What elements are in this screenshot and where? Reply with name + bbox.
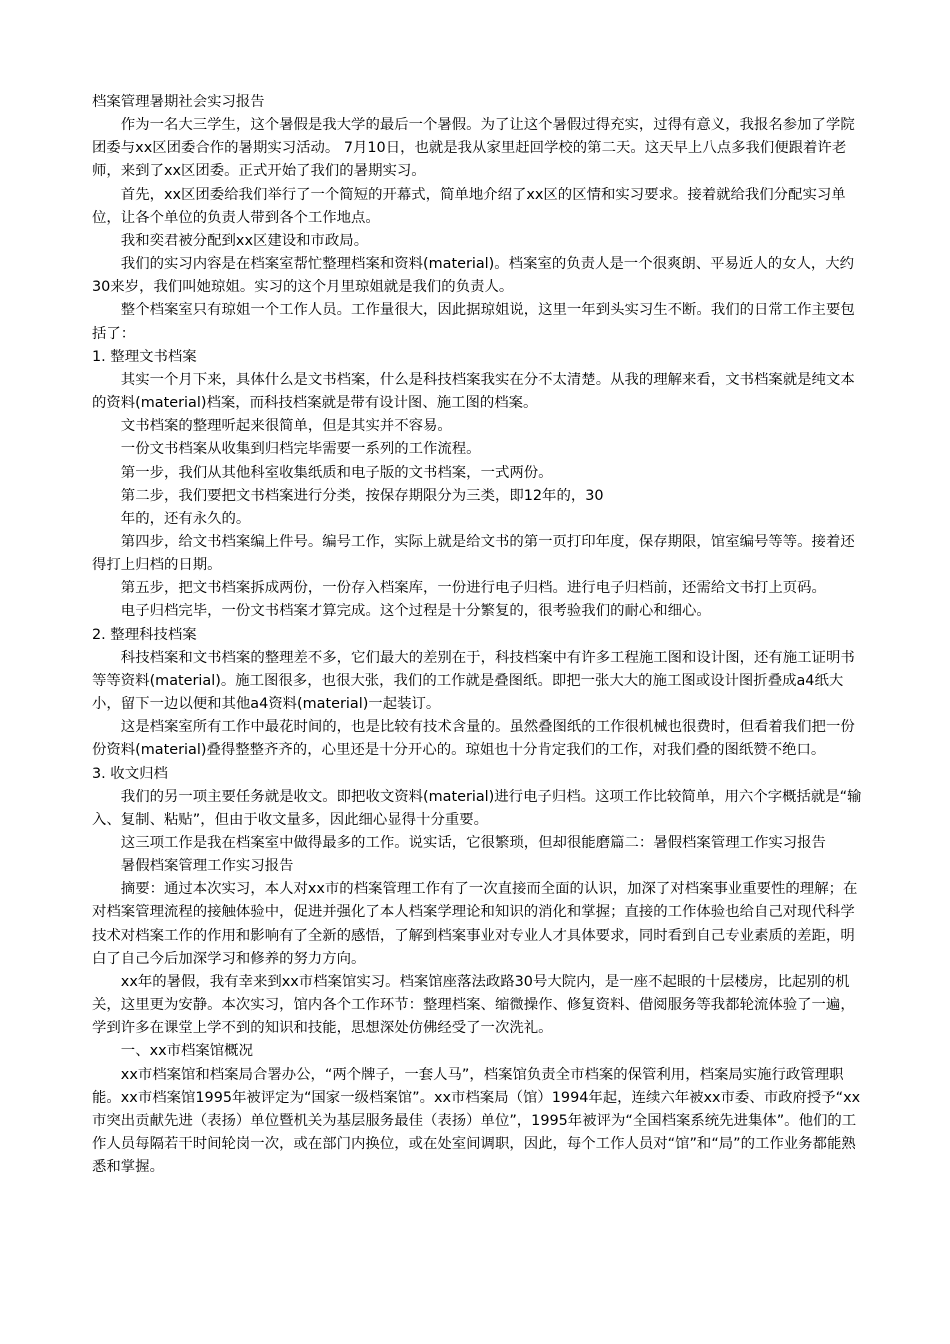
body-paragraph: 这三项工作是我在档案室中做得最多的工作。说实话，它很繁琐，但却很能磨篇二：暑假档案管理工作实习报告: [120, 835, 826, 851]
body-paragraph: 我们的实习内容是在档案室帮忙整理档案和资料(material)。档案室的负责人是一个很爽朗、平易近人的女人，大约30来岁，我们叫她琼姐。实习的这个月里琼姐就是我们的负责人。: [92, 256, 855, 296]
body-paragraph: xx市档案馆和档案局合署办公，“两个牌子，一套人马”，档案馆负责全市档案的保管利用，档案局实施行政管理职能。xx市档案馆1995年被评定为“国家一级档案馆”。xx市档案局（馆）1994年起，连续六年被xx市委、市政府授予“xx市突出贡献先进（表扬）单位暨机关为基层服务最佳（表扬）单位”，1995年被评为“全国档案系统先进集体”。他们的工作人员每隔若干时间轮岗一次，或在部门内换位，或在处室间调职，因此，每个工作人员对“馆”和“局”的工作业务都能熟悉和掌握。: [92, 1066, 861, 1176]
body-paragraph: 一、xx市档案馆概况: [120, 1043, 253, 1060]
section-heading: 2. 整理科技档案: [92, 626, 197, 643]
body-paragraph: 年的，还有永久的。: [120, 510, 251, 527]
document-title: 档案管理暑期社会实习报告: [92, 94, 265, 110]
body-paragraph: 我和奕君被分配到xx区建设和市政局。: [120, 232, 369, 249]
body-paragraph: 暑假档案管理工作实习报告: [120, 858, 294, 875]
body-paragraph: 科技档案和文书档案的整理差不多，它们最大的差别在于，科技档案中有许多工程施工图和设计图，还有施工证明书等等资料(material)。施工图很多，也很大张，我们的工作就是叠图纸。即把一张大大的施工图或设计图折叠成a4纸大小，留下一边以便和其他a4资料(material)一起装订。: [92, 649, 855, 713]
body-paragraph: 作为一名大三学生，这个暑假是我大学的最后一个暑假。为了让这个暑假过得充实，过得有意义，我报名参加了学院团委与xx区团委合作的暑期实习活动。 7月10日，也就是我从家里赶回学校的第二天。这天早上八点多我们便跟着许老师，来到了xx区团委。正式开始了我们的暑期实习。: [92, 117, 855, 180]
body-paragraph: 电子归档完毕，一份文书档案才算完成。这个过程是十分繁复的，很考验我们的耐心和细心。: [120, 603, 711, 620]
body-paragraph: 我们的另一项主要任务就是收文。即把收文资料(material)进行电子归档。这项工作比较简单，用六个字概括就是“输入、复制、粘贴”，但由于收文量多，因此细心显得十分重要。: [92, 788, 862, 828]
body-paragraph: 文书档案的整理听起来很简单，但是其实并不容易。: [120, 418, 452, 435]
body-paragraph: 首先，xx区团委给我们举行了一个简短的开幕式，简单地介绍了xx区的区情和实习要求。接着就给我们分配实习单位，让各个单位的负责人带到各个工作地点。: [92, 186, 846, 226]
body-paragraph: xx年的暑假，我有幸来到xx市档案馆实习。档案馆座落法政路30号大院内，是一座不起眼的十层楼房，比起别的机关，这里更为安静。本次实习，馆内各个工作环节：整理档案、缩微操作、修复资料、借阅服务等我都轮流体验了一遍，学到许多在课堂上学不到的知识和技能，思想深处仿佛经受了一次洗礼。: [92, 973, 855, 1037]
body-paragraph: 一份文书档案从收集到归档完毕需要一系列的工作流程。: [120, 441, 481, 458]
body-paragraph: 第五步，把文书档案拆成两份，一份存入档案库，一份进行电子归档。进行电子归档前，还需给文书打上页码。: [120, 580, 826, 597]
body-paragraph: 第二步，我们要把文书档案进行分类，按保存期限分为三类，即12年的，30: [120, 487, 604, 504]
section-heading: 3. 收文归档: [92, 765, 168, 782]
body-paragraph: 第四步，给文书档案编上件号。编号工作，实际上就是给文书的第一页打印年度，保存期限，馆室编号等等。接着还得打上归档的日期。: [92, 533, 855, 574]
document-body: [92, 114, 862, 1179]
body-paragraph: 其实一个月下来，具体什么是文书档案，什么是科技档案我实在分不太清楚。从我的理解来看，文书档案就是纯文本的资料(material)档案，而科技档案就是带有设计图、施工图的档案。: [92, 371, 855, 412]
body-paragraph: 这是档案室所有工作中最花时间的，也是比较有技术含量的。虽然叠图纸的工作很机械也很费时，但看着我们把一份份资料(material)叠得整整齐齐的，心里还是十分开心的。琼姐也十分肯定我们的工作，对我们叠的图纸赞不绝口。: [92, 719, 855, 759]
body-paragraph: 第一步，我们从其他科室收集纸质和电子版的文书档案，一式两份。: [120, 464, 553, 481]
document-page: [92, 91, 862, 1179]
body-paragraph: 摘要：通过本次实习，本人对xx市的档案管理工作有了一次直接而全面的认识，加深了对档案事业重要性的理解；在对档案管理流程的接触体验中，促进并强化了本人档案学理论和知识的消化和掌握；直接的工作体验也给自己对现代科学技术对档案工作的作用和影响有了全新的感悟，了解到档案事业对专业人才具体要求，同时看到自己专业素质的差距，明白了自己今后加深学习和修养的努力方向。: [92, 881, 858, 967]
body-paragraph: 整个档案室只有琼姐一个工作人员。工作量很大，因此据琼姐说，这里一年到头实习生不断。我们的日常工作主要包括了：: [92, 302, 855, 342]
section-heading: 1. 整理文书档案: [92, 348, 197, 365]
